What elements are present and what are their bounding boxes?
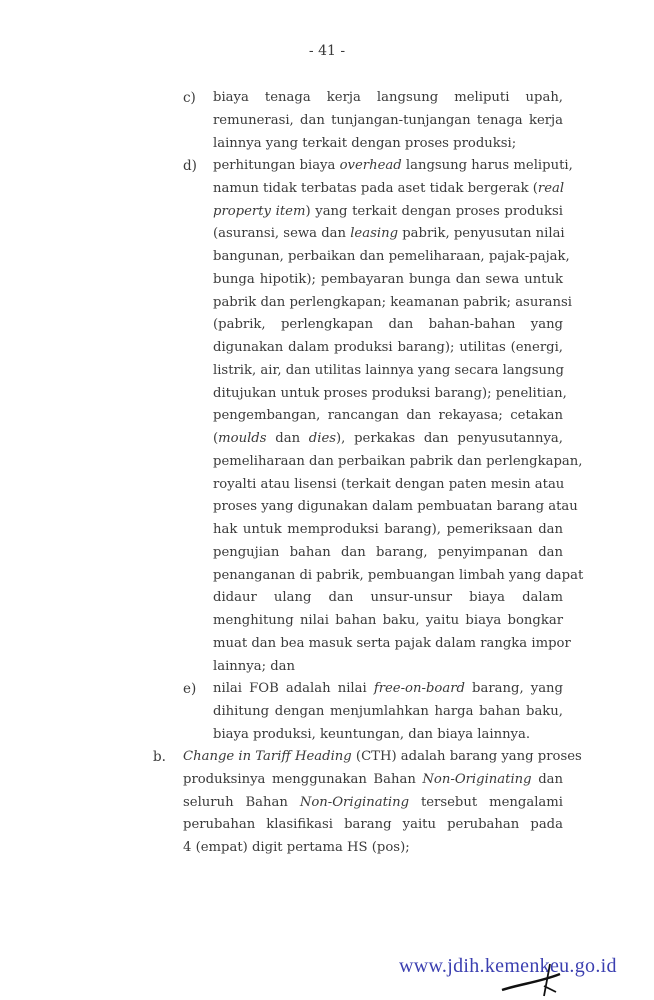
text-segment: (asuransi, sewa dan bbox=[213, 226, 351, 242]
text-segment: digunakan dalam produksi barang); utilitas (energi, bbox=[213, 340, 563, 355]
list-marker: d) bbox=[183, 158, 197, 174]
text-segment: ( bbox=[213, 431, 219, 446]
text-segment: ) yang terkait dengan proses produksi bbox=[305, 203, 563, 219]
text-segment: ditujukan untuk proses produksi barang); penelitian, bbox=[213, 385, 567, 401]
text-line bbox=[213, 452, 583, 472]
text-segment: pengujian bahan dan barang, penyimpanan dan bbox=[213, 544, 563, 560]
text-segment: dihitung dengan menjumlahkan harga bahan baku, bbox=[213, 703, 563, 719]
text-segment: 4 (empat) digit pertama HS (pos); bbox=[183, 840, 410, 855]
text-segment: dan bbox=[266, 431, 309, 446]
text-line bbox=[213, 725, 563, 745]
italic-term: dies bbox=[308, 431, 337, 446]
italic-term: overhead bbox=[339, 158, 402, 173]
text-segment: menghitung nilai bahan baku, yaitu biaya bongkar bbox=[213, 613, 563, 628]
text-line bbox=[183, 770, 563, 790]
text-segment: nilai FOB adalah nilai bbox=[213, 681, 374, 696]
text-line bbox=[213, 634, 571, 654]
text-line bbox=[213, 497, 578, 517]
italic-term: property item bbox=[213, 203, 306, 219]
italic-term: Non-Originating bbox=[422, 771, 532, 787]
text-segment: tersebut mengalami bbox=[409, 794, 563, 810]
text-segment: ), perkakas dan penyusutannya, bbox=[336, 431, 563, 446]
text-segment: perhitungan biaya bbox=[213, 158, 340, 173]
text-line bbox=[213, 338, 563, 358]
text-line bbox=[213, 543, 563, 563]
text-segment: bangunan, perbaikan dan pemeliharaan, pajak-pajak, bbox=[213, 249, 570, 264]
italic-term: real bbox=[537, 180, 565, 196]
text-line bbox=[213, 679, 563, 699]
text-line bbox=[213, 429, 563, 449]
text-segment: lainnya; dan bbox=[213, 658, 296, 674]
list-marker: b. bbox=[153, 749, 166, 765]
text-segment: royalti atau lisensi (terkait dengan paten mesin atau bbox=[213, 476, 565, 492]
text-segment: namun tidak terbatas pada aset tidak bergerak ( bbox=[213, 180, 538, 196]
text-line bbox=[213, 520, 563, 540]
text-line bbox=[213, 179, 563, 199]
text-segment: (pabrik, perlengkapan dan bahan-bahan yang bbox=[213, 317, 563, 333]
text-line bbox=[213, 202, 563, 222]
text-line bbox=[213, 611, 563, 631]
text-segment: biaya produksi, keuntungan, dan biaya lainnya. bbox=[213, 726, 531, 742]
text-segment: bunga hipotik); pembayaran bunga dan sewa untuk bbox=[213, 271, 563, 287]
text-line bbox=[213, 111, 563, 131]
text-segment: penanganan di pabrik, pembuangan limbah yang dapat bbox=[213, 567, 584, 583]
text-segment: biaya tenaga kerja langsung meliputi upah, bbox=[213, 90, 563, 105]
text-line bbox=[183, 815, 563, 835]
text-segment: barang, yang bbox=[464, 681, 563, 696]
text-segment: langsung harus meliputi, bbox=[401, 158, 573, 173]
text-segment: pengembangan, rancangan dan rekayasa; cetakan bbox=[213, 408, 563, 424]
text-segment: hak untuk memproduksi barang), pemeriksaan dan bbox=[213, 522, 563, 537]
text-segment: didaur ulang dan unsur-unsur biaya dalam bbox=[213, 590, 563, 606]
text-line bbox=[213, 88, 563, 108]
text-line bbox=[213, 657, 563, 677]
text-line bbox=[213, 702, 563, 722]
text-line bbox=[213, 361, 563, 381]
text-segment: perubahan klasifikasi barang yaitu perubahan pada bbox=[183, 817, 563, 833]
text-line bbox=[183, 747, 582, 767]
text-line bbox=[213, 406, 563, 426]
text-line bbox=[213, 384, 567, 404]
text-line bbox=[213, 315, 563, 335]
text-line bbox=[213, 566, 584, 586]
italic-term: Non-Originating bbox=[299, 794, 410, 810]
text-segment: dan bbox=[531, 771, 563, 787]
text-line bbox=[213, 293, 572, 313]
text-segment: remunerasi, dan tunjangan-tunjangan tenaga kerja bbox=[213, 112, 563, 128]
text-line bbox=[183, 838, 563, 858]
text-segment: muat dan bea masuk serta pajak dalam rangka impor bbox=[213, 635, 571, 651]
text-segment: pabrik dan perlengkapan; keamanan pabrik; asuransi bbox=[213, 294, 572, 310]
text-line bbox=[213, 156, 573, 176]
list-marker: e) bbox=[183, 681, 197, 697]
text-segment: listrik, air, dan utilitas lainnya yang secara langsung bbox=[213, 362, 564, 378]
italic-term: free-on-board bbox=[373, 681, 465, 696]
text-segment: proses yang digunakan dalam pembuatan barang atau bbox=[213, 499, 578, 515]
text-segment: seluruh Bahan bbox=[183, 794, 300, 810]
text-line bbox=[213, 270, 563, 290]
signature-initial-icon bbox=[500, 962, 580, 1000]
page-number: - 41 - bbox=[308, 43, 346, 59]
italic-term: Change in Tariff Heading bbox=[183, 749, 352, 764]
text-line bbox=[213, 588, 563, 608]
italic-term: leasing bbox=[350, 226, 399, 242]
text-segment: pemeliharaan dan perbaikan pabrik dan perlengkapan, bbox=[213, 453, 583, 469]
text-line bbox=[213, 134, 563, 154]
italic-term: moulds bbox=[218, 431, 267, 446]
list-marker: c) bbox=[183, 90, 196, 106]
text-segment: pabrik, penyusutan nilai bbox=[398, 226, 565, 242]
text-line bbox=[213, 224, 563, 244]
text-segment: (CTH) adalah barang yang proses bbox=[351, 749, 582, 764]
text-line bbox=[213, 247, 570, 267]
text-segment: lainnya yang terkait dengan proses produksi; bbox=[213, 135, 517, 151]
text-line bbox=[183, 793, 563, 813]
text-line bbox=[213, 475, 563, 495]
text-segment: produksinya menggunakan Bahan bbox=[183, 771, 423, 787]
watermark-link[interactable]: www.jdih.kemenkeu.go.id bbox=[399, 955, 617, 977]
